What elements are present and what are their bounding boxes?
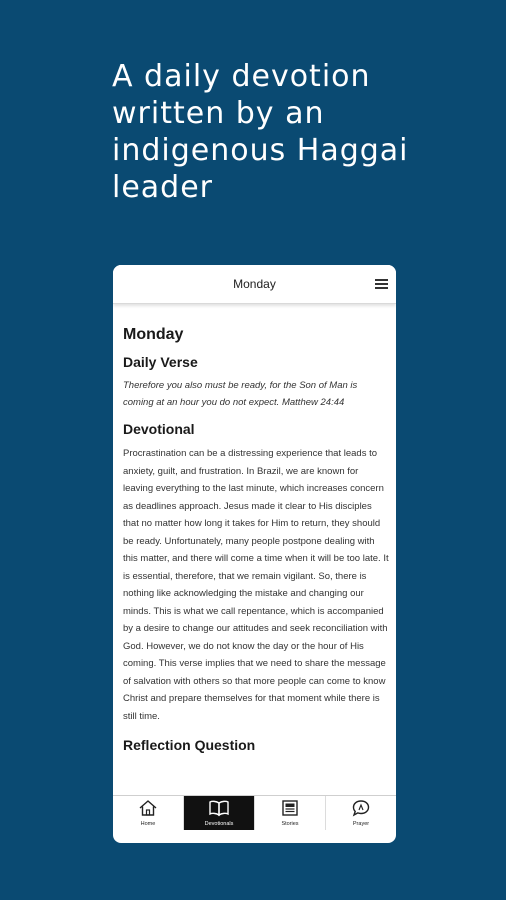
nav-item-prayer[interactable] — [326, 796, 396, 830]
bottom-nav — [113, 795, 396, 830]
phone-screen — [113, 265, 396, 843]
day-heading: Monday — [123, 326, 184, 343]
reflection-heading: Reflection Question — [123, 737, 256, 753]
nav-label-home: Home — [140, 821, 156, 827]
nav-item-stories[interactable] — [255, 796, 326, 830]
book-icon — [208, 799, 230, 817]
newspaper-icon — [280, 799, 300, 817]
hamburger-menu-icon[interactable] — [375, 279, 388, 289]
nav-label-prayer: Prayer — [352, 821, 370, 827]
prayer-chat-icon — [351, 799, 371, 817]
app-bar — [113, 265, 396, 304]
nav-item-devotionals[interactable] — [184, 796, 255, 830]
nav-label-devotionals: Devotionals — [204, 821, 234, 827]
nav-item-home[interactable] — [113, 796, 184, 830]
devotional-heading: Devotional — [123, 421, 195, 437]
verse-text: Therefore you also must be ready, for the Son of Man is coming at an hour you do not expect. Matthew 24:44 — [123, 380, 358, 408]
home-icon — [138, 799, 158, 817]
promo-headline: A daily devotion written by an indigenous Haggai leader — [112, 59, 409, 205]
nav-label-stories: Stories — [281, 821, 299, 827]
devotion-content[interactable] — [123, 323, 389, 791]
app-bar-title: Monday — [233, 277, 276, 291]
verse-heading: Daily Verse — [123, 354, 198, 370]
devotional-text: Procrastination can be a distressing experience that leads to anxiety, guilt, and frustration. In Brazil, we are known for leaving everything to the last minute, which increases concern as deadlines approach. Jesus made it clear to His disciples that no matter how long it takes for Him to return, they should be ready. Unfortunately, many people postpone dealing with this matter, and there will come a time when it will be too late. It is essential, therefore, that we remain vigilant. So, there is nothing like acknowledging the mistake and changing our minds. This is what we call repentance, which is accompanied by a desire to change our attitudes and seek reconciliation with God. However, we do not know the day or the hour of His coming. This verse implies that we need to share the message of salvation with others so that more people can come to know Christ and prepare themselves for that moment while there is still time. — [123, 448, 389, 722]
